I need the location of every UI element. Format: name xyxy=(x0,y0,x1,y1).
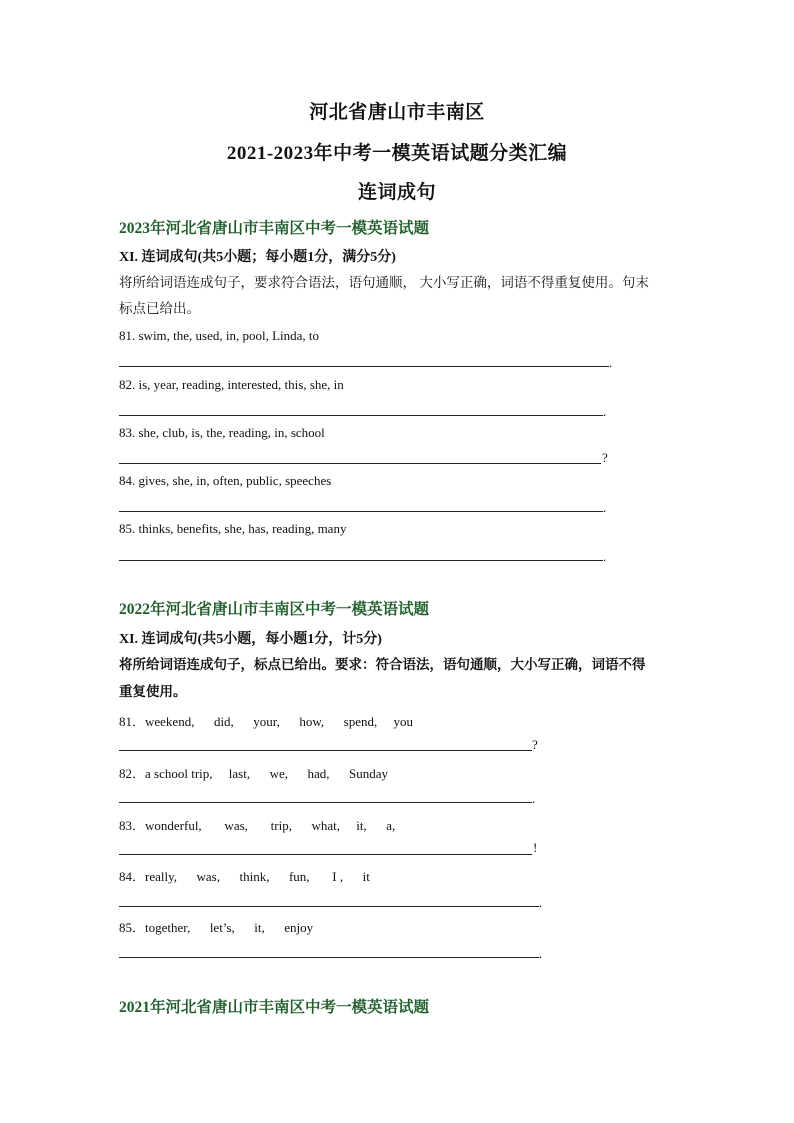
question-2023-85: 85. thinks, benefits, she, has, reading, many xyxy=(119,521,347,536)
instruction-2022-line2: 重复使用。 xyxy=(119,684,187,699)
question-2023-84: 84. gives, she, in, often, public, speeches xyxy=(119,473,332,488)
instruction-2023-line2: 标点已给出。 xyxy=(119,301,200,316)
answer-line-2023-82[interactable] xyxy=(119,415,603,416)
end-mark-2023-81: . xyxy=(609,355,613,370)
question-2022-84: 84．really, was, think, fun, I , it xyxy=(119,869,370,884)
section-heading-2022: 2022年河北省唐山市丰南区中考一模英语试题 xyxy=(119,601,430,618)
answer-line-2023-83[interactable] xyxy=(119,463,601,464)
question-2023-82: 82. is, year, reading, interested, this, she, in xyxy=(119,377,344,392)
answer-line-2023-84[interactable] xyxy=(119,511,603,512)
answer-line-2023-85[interactable] xyxy=(119,560,603,561)
question-2022-85: 85．together, let’s, it, enjoy xyxy=(119,920,314,935)
answer-line-2022-82[interactable] xyxy=(119,802,532,803)
question-2022-83: 83．wonderful, was, trip, what, it, a, xyxy=(119,818,396,833)
doc-title-topic: 连词成句 xyxy=(357,182,436,203)
sub-heading-2022: XI. 连词成句(共5小题，每小题1分，计5分) xyxy=(119,632,382,647)
end-mark-2023-82: . xyxy=(603,404,607,419)
end-mark-2022-81: ? xyxy=(532,737,538,752)
question-2023-83: 83. she, club, is, the, reading, in, school xyxy=(119,425,325,440)
end-mark-2023-83: ? xyxy=(602,450,608,465)
doc-title-region: 河北省唐山市丰南区 xyxy=(309,102,485,123)
question-2022-82: 82．a school trip, last, we, had, Sunday xyxy=(119,766,388,781)
question-2023-81: 81. swim, the, used, in, pool, Linda, to xyxy=(119,328,320,343)
answer-line-2023-81[interactable] xyxy=(119,366,609,367)
end-mark-2022-85: . xyxy=(539,946,543,961)
instruction-2023-line1: 将所给词语连成句子，要求符合语法，语句通顺， 大小写正确，词语不得重复使用。句末 xyxy=(119,275,649,290)
instruction-2022-line1: 将所给词语连成句子，标点已给出。要求：符合语法，语句通顺，大小写正确，词语不得 xyxy=(119,657,646,672)
sub-heading-2023: XI. 连词成句(共5小题；每小题1分，满分5分) xyxy=(119,250,396,265)
end-mark-2023-84: . xyxy=(603,500,607,515)
end-mark-2022-84: . xyxy=(539,895,543,910)
answer-line-2022-83[interactable] xyxy=(119,854,532,855)
answer-line-2022-81[interactable] xyxy=(119,750,532,751)
question-2022-81: 81．weekend, did, your, how, spend, you xyxy=(119,714,413,729)
doc-title-main: 2021-2023年中考一模英语试题分类汇编 xyxy=(226,143,568,164)
section-heading-2023: 2023年河北省唐山市丰南区中考一模英语试题 xyxy=(119,220,430,237)
section-heading-2021: 2021年河北省唐山市丰南区中考一模英语试题 xyxy=(119,999,430,1016)
answer-line-2022-84[interactable] xyxy=(119,906,539,907)
answer-line-2022-85[interactable] xyxy=(119,957,539,958)
end-mark-2022-82: . xyxy=(532,791,536,806)
end-mark-2023-85: . xyxy=(603,549,607,564)
end-mark-2022-83: ! xyxy=(533,840,538,855)
